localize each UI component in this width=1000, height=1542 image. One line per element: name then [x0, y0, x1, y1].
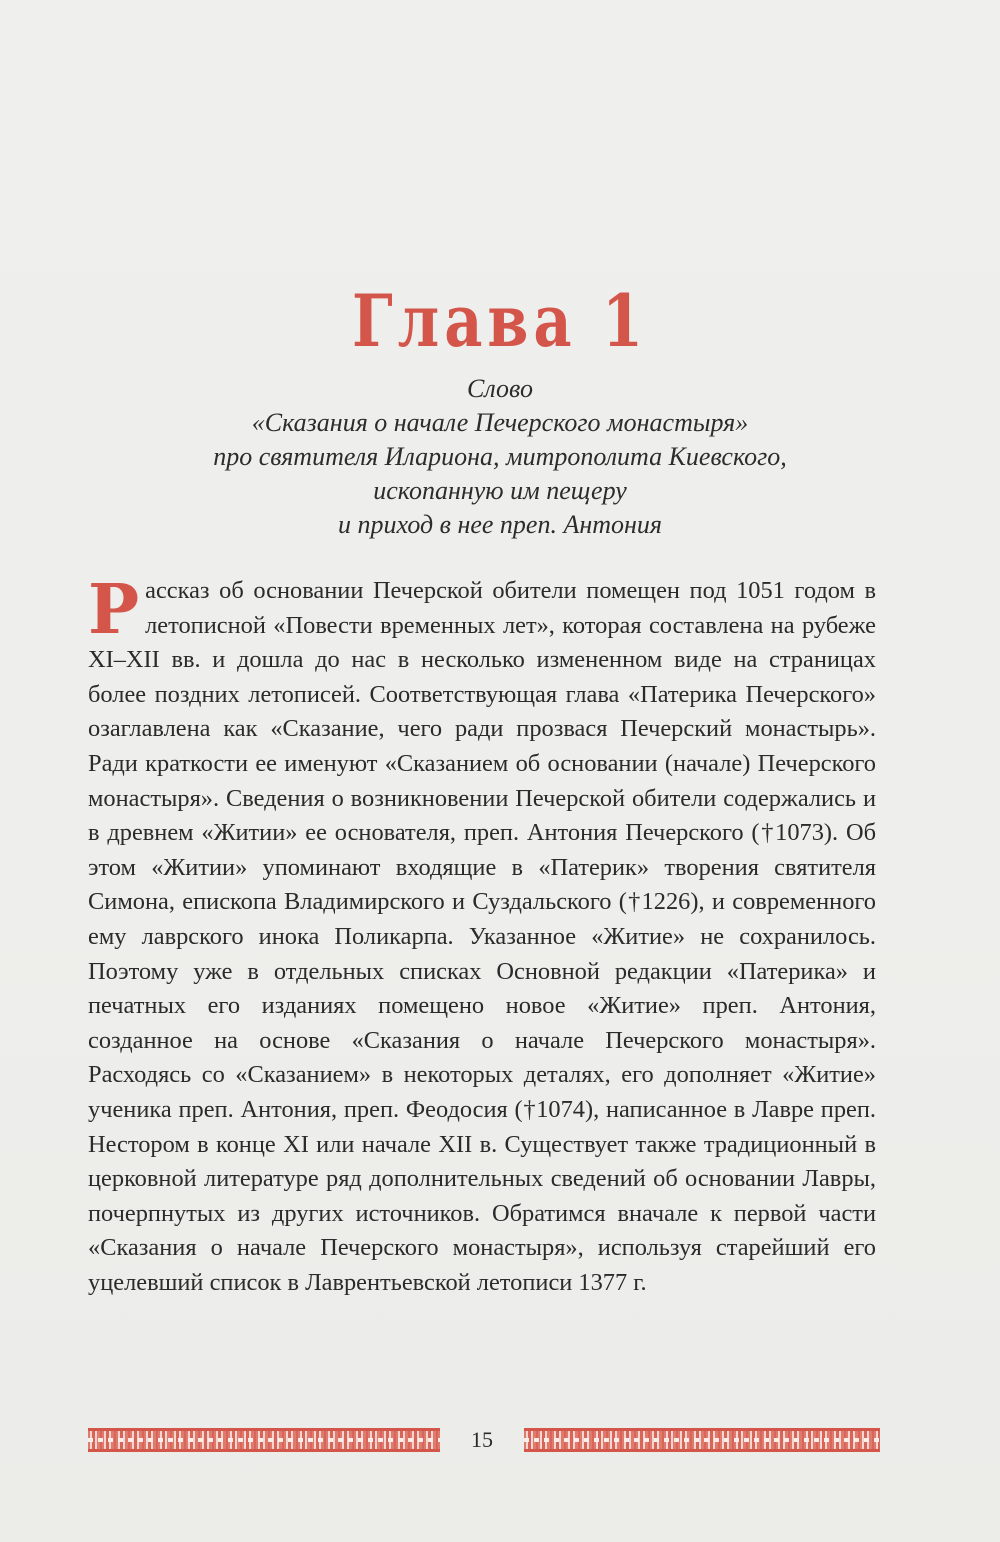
chapter-subtitle — [100, 372, 900, 542]
subtitle-line: Слово — [467, 374, 533, 403]
ornament-border-right — [524, 1428, 880, 1452]
subtitle-line: ископанную им пещеру — [373, 476, 627, 505]
subtitle-line: «Сказания о начале Печерского монастыря» — [251, 408, 749, 437]
body-paragraph — [88, 570, 876, 1300]
ornament-border-left — [88, 1428, 440, 1452]
subtitle-line: про святителя Илариона, митрополита Киевского, — [213, 442, 787, 471]
body-text: ассказ об основании Печерской обители помещен под 1051 годом в летописной «Повести временных лет», которая составлена на рубеже XI–XII вв. и дошла до нас в несколько измененном виде на страницах более поздних летописей. Соответствующая глава «Патерика Печерского» озаглавлена как «Сказание, чего ради прозвася Печерский монастырь». Ради краткости ее именуют «Сказанием об основании (начале) Печерского монастыря». Сведения о возникновении Печерской обители содержались и в древнем «Житии» ее основателя, преп. Антония Печерского (†1073). Об этом «Житии» упоминают входящие в «Патерик» творения святителя Симона, епископа Владимирского и Суздальского (†1226), и современного ему лаврского инока Поликарпа. Указанное «Житие» не сохранилось. Поэтому уже в отдельных списках Основной редакции «Патерика» и печатных его изданиях помещено новое «Житие» преп. Антония, созданное на основе «Сказания о начале Печерского монастыря». Расходясь со «Сказанием» в некоторых деталях, его дополняет «Житие» ученика преп. Антония, преп. Феодосия (†1074), написанное в Лавре преп. Нестором в конце XI или начале XII в. Существует также традиционный в церковной литературе ряд дополнительных сведений об основании Лавры, почерпнутых из других источников. Обратимся вначале к первой части «Сказания о начале Печерского монастыря», используя старейший его уцелевший список в Лаврентьевской летописи 1377 г. — [88, 577, 876, 1296]
drop-cap: Р — [88, 570, 140, 650]
chapter-title: Глава 1 — [351, 278, 648, 363]
subtitle-line: и приход в нее преп. Антония — [337, 510, 663, 539]
page-number: 15 — [471, 1427, 493, 1452]
page-footer — [88, 1422, 880, 1458]
